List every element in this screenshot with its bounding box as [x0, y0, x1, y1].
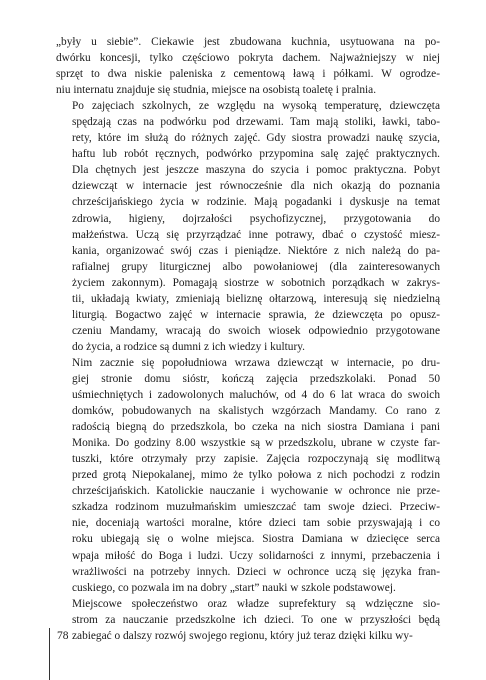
text-line: chrześcijańskich. Katolickie nauczanie i wychowanie w ochronce nie prze-: [72, 485, 440, 498]
text-line: strom za nauczanie przedszkolne ich dzieci. To one w przyszłości będą: [72, 613, 440, 626]
text-line: uśmiechniętych i zadowolonych maluchów, od 4 do 6 lat wraca do swoich: [72, 389, 440, 402]
text-line: chrześcijańskiego życia w rodzinie. Mają pogadanki i dyskusje na temat: [72, 196, 440, 209]
text-line: spędzają czas na podwórku pod drzewami. Tam mają stoliki, ławki, tabo-: [72, 116, 440, 129]
text-line: radością biegną do przedszkola, bo czeka na nich siostra Damiana i pani: [72, 421, 440, 434]
text-line: „były u siebie”. Ciekawie jest zbudowana kuchnia, usytuowana na po-: [56, 36, 440, 48]
text-line: życiem zakonnym). Pomagają siostrze w sobotnich porządkach w zakrys-: [72, 276, 440, 289]
text-line: nie, doceniają wartości moralne, które dzieci tam sobie przyswajają i co: [72, 517, 440, 530]
text-line: haftu lub robót ręcznych, podwórko przypomina salę zajęć praktycznych.: [72, 148, 440, 161]
text-line: małżeństwa. Uczą się przyrządzać inne potrawy, dbać o czystość miesz-: [72, 228, 440, 241]
paragraph-4: [56, 596, 440, 644]
text-line: Miejscowe społeczeństwo oraz władze suprefektury są wdzięczne sio-: [72, 597, 440, 610]
text-line: zabiegać o dalszy rozwój swojego regionu, który już teraz dzięki kilku wy-: [72, 629, 413, 642]
text-line: przed grotą Niepokalanej, mimo że tylko połowa z nich pochodzi z rodzin: [72, 469, 440, 482]
text-line: Po zajęciach szkolnych, ze względu na wysoką temperaturę, dziewczęta: [72, 100, 440, 113]
text-line: cuskiego, co pozwala im na dobry „start” nauki w szkole podstawowej.: [72, 581, 396, 594]
text-line: Nim zacznie się popołudniowa wrzawa dziewcząt w internacie, po dru-: [72, 356, 440, 369]
text-line: domków, pobudowanych na skalistych wzgórzach Mandamy. Co rano z: [72, 405, 440, 418]
gutter-rule: [49, 628, 50, 680]
text-line: rafialnej grupy liturgicznej albo powołaniowej (dla zainteresowanych: [72, 260, 440, 273]
text-line: sprzęt to dwa niskie paleniska z cementową ławą i półkami. W ogrodze-: [56, 68, 440, 81]
text-line: niu internatu znajduje się studnia, miejsce na osobistą toaletę i pralnia.: [56, 84, 377, 97]
text-line: dwórku koncesji, tylko częściowo pokryta dachem. Najważniejszy w niej: [56, 52, 440, 65]
text-line: wpaja miłość do Boga i ludzi. Uczy solidarności z innymi, przebaczenia i: [72, 549, 440, 562]
paragraph-2: [56, 98, 440, 355]
page-number: 78: [57, 630, 69, 642]
text-line: czeniu Mandamy, wracają do swoich wiosek odpowiednio przygotowane: [72, 324, 440, 337]
text-line: do życia, a rodzice są dumni z ich wiedzy i kultury.: [72, 340, 305, 353]
body-text: [56, 34, 440, 644]
text-line: roku ubiegają się o wolne miejsca. Siostra Damiana w dziecięce serca: [72, 533, 440, 546]
text-line: Monika. Do godziny 8.00 wszystkie są w przedszkolu, ubrane w czyste far-: [72, 437, 440, 450]
text-line: Dla chętnych jest jeszcze maszyna do szycia i pomoc praktyczna. Pobyt: [72, 164, 440, 177]
text-line: liturgią. Bogactwo zajęć w internacie sprawia, że dziewczęta po opusz-: [72, 308, 440, 321]
text-line: kania, organizować swój czas i pieniądze. Niektóre z nich należą do pa-: [72, 244, 440, 257]
paragraph-3: [56, 355, 440, 596]
text-line: giej stronie domu sióstr, kończą zajęcia przedszkolaki. Ponad 50: [72, 372, 440, 385]
text-line: szkadza rodzinom muzułmańskim umieszczać tam swoje dzieci. Przeciw-: [72, 501, 440, 514]
paragraph-1: [56, 34, 440, 98]
text-line: tuszki, które otrzymały przy zapisie. Zajęcia rozpoczynają się modlitwą: [72, 453, 440, 466]
text-line: zdrowia, higieny, dojrzałości psychofizycznej, przygotowania do: [72, 212, 440, 225]
text-line: rety, które im służą do różnych zajęć. Gdy siostra prowadzi naukę szycia,: [72, 132, 440, 145]
text-line: tii, układają kwiaty, zmieniają bieliznę ołtarzową, interesują się niedzielną: [72, 292, 440, 305]
text-line: dziewcząt w internacie jest równocześnie dla nich okazją do poznania: [72, 180, 440, 193]
text-line: wrażliwości na potrzeby innych. Dzieci w ochronce uczą się języka fran-: [72, 565, 440, 578]
